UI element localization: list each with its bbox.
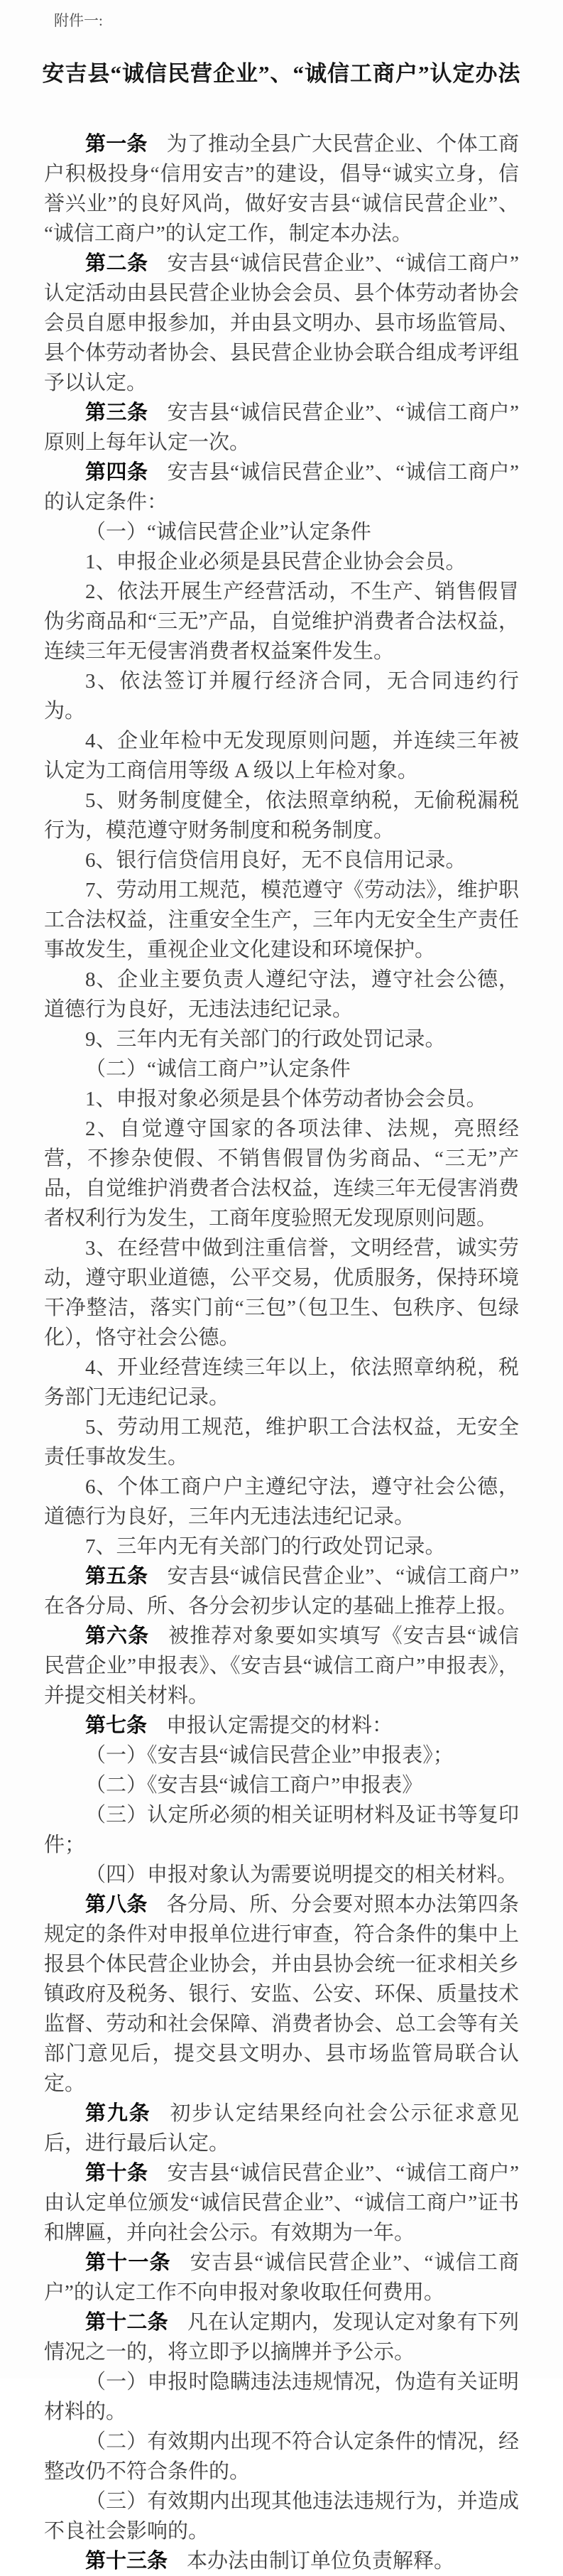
paragraph [44,2546,519,2576]
paragraph [44,1741,519,1770]
article-number: 第十条 [85,2162,148,2185]
article-number: 第四条 [85,461,148,484]
paragraph-text: （二）有效期内出现不符合认定条件的情况，经整改仍不符合条件的。 [44,2430,519,2483]
article-number: 第十一条 [85,2251,171,2274]
article-number: 第十二条 [85,2311,168,2334]
paragraph-text: 凡在认定期内，发现认定对象有下列情况之一的，将立即予以摘牌并予公示。 [44,2311,519,2364]
paragraph-text: （一）《安吉县“诚信民营企业”申报表》； [85,1744,454,1767]
paragraph [44,786,519,845]
paragraph [44,458,519,517]
paragraph [44,1800,519,1860]
paragraph-text: 初步认定结果经向社会公示征求意见后，进行最后认定。 [44,2102,519,2155]
paragraph [44,249,519,398]
paragraph-text: 2、自觉遵守国家的各项法律、法规，亮照经营，不掺杂使假、不销售假冒伪劣商品、“三无”产品，自觉维护消费者合法权益，连续三年无侵害消费者权利行为发生，工商年度验照无发现原则问题。 [44,1117,519,1230]
page-title: 安吉县“诚信民营企业”、“诚信工商户”认定办法 [42,61,521,86]
paragraph-text: （二）《安吉县“诚信工商户”申报表》 [85,1774,423,1797]
paragraph [44,2099,519,2158]
article-number: 第八条 [85,1893,148,1916]
paragraph-text: 安吉县“诚信民营企业”、“诚信工商户”的认定工作不向申报对象收取任何费用。 [44,2251,519,2304]
paragraph [44,398,519,458]
paragraph [44,965,519,1024]
paragraph-text: 2、依法开展生产经营活动，不生产、销售假冒伪劣商品和“三无”产品，自觉维护消费者合法权益，连续三年无侵害消费者权益案件发生。 [44,580,519,663]
paragraph [44,1353,519,1412]
paragraph [44,1024,519,1054]
paragraph-text: 6、银行信贷信用良好，无不良信用记录。 [85,849,466,872]
paragraph-text: 6、个体工商户户主遵纪守法，遵守社会公德，道德行为良好，三年内无违法违纪记录。 [44,1476,519,1528]
paragraph [44,2427,519,2486]
paragraph [44,1114,519,1233]
article-number: 第三条 [85,401,148,424]
paragraph [44,1770,519,1800]
paragraph [44,2367,519,2427]
paragraph-text: 本办法由制订单位负责解释。 [187,2550,455,2572]
paragraph [44,129,519,249]
paragraph-text: 被推荐对象要如实填写《安吉县“诚信民营企业”申报表》、《安吉县“诚信工商户”申报表》，并提交相关材料。 [44,1625,519,1707]
paragraph-text: 4、企业年检中无发现原则问题，并连续三年被认定为工商信用等级 A 级以上年检对象。 [44,730,519,782]
paragraph-text: 9、三年内无有关部门的行政处罚记录。 [85,1028,446,1051]
paragraph-text: 安吉县“诚信民营企业”、“诚信工商户”的认定条件： [44,461,519,514]
article-number: 第一条 [85,133,148,156]
paragraph-text: 3、依法签订并履行经济合同，无合同违约行为。 [44,670,519,723]
article-number: 第五条 [85,1565,148,1588]
article-number: 第十三条 [85,2550,168,2572]
paragraph-text: 5、劳动用工规范，维护职工合法权益，无安全责任事故发生。 [44,1416,519,1468]
paragraph [44,726,519,786]
paragraph [44,517,519,547]
paragraph [44,2307,519,2367]
article-number: 第六条 [85,1625,150,1647]
article-number: 第二条 [85,252,148,275]
paragraph [44,1562,519,1621]
paragraph [44,547,519,577]
paragraph-text: 各分局、所、分会要对照本办法第四条规定的条件对申报单位进行审查，符合条件的集中上报县个体民营企业协会，并由县协会统一征求相关乡镇政府及税务、银行、安监、公安、环保、质量技术监督、劳动和社会保障、消费者协会、总工会等有关部门意见后，提交县文明办、县市场监管局联合认定。 [44,1893,519,2095]
paragraph [44,1860,519,1890]
attachment-label: 附件一: [54,12,103,29]
document-body [0,129,563,2576]
paragraph-text: 安吉县“诚信民营企业”、“诚信工商户”在各分局、所、各分会初步认定的基础上推荐上报。 [44,1565,519,1618]
paragraph [44,666,519,726]
paragraph-text: 4、开业经营连续三年以上，依法照章纳税，税务部门无违纪记录。 [44,1356,519,1409]
paragraph-text: （四）申报对象认为需要说明提交的相关材料。 [85,1863,518,1886]
paragraph-text: 申报认定需提交的材料： [166,1714,393,1737]
paragraph-text: 安吉县“诚信民营企业”、“诚信工商户”由认定单位颁发“诚信民营企业”、“诚信工商户”证书和牌匾，并向社会公示。有效期为一年。 [44,2162,519,2244]
article-number: 第九条 [85,2102,151,2125]
paragraph-text: 1、申报企业必须是县民营企业协会会员。 [85,551,466,573]
paragraph [44,1472,519,1532]
paragraph-text: （一）“诚信民营企业”认定条件 [85,521,371,543]
paragraph [44,1412,519,1472]
paragraph-text: 7、劳动用工规范，模范遵守《劳动法》，维护职工合法权益，注重安全生产，三年内无安全生产责任事故发生，重视企业文化建设和环境保护。 [44,879,519,961]
paragraph [44,875,519,965]
paragraph [44,1711,519,1741]
paragraph [44,1233,519,1353]
paragraph [44,1890,519,2099]
paragraph-text: 5、财务制度健全，依法照章纳税，无偷税漏税行为，模范遵守财务制度和税务制度。 [44,789,519,842]
paragraph-text: （一）申报时隐瞒违法违规情况，伪造有关证明材料的。 [44,2371,519,2423]
paragraph [44,1084,519,1114]
paragraph-text: 安吉县“诚信民营企业”、“诚信工商户”原则上每年认定一次。 [44,401,519,454]
paragraph [44,845,519,875]
paragraph-text: （三）认定所必须的相关证明材料及证书等复印件； [44,1804,519,1856]
paragraph-text: 1、申报对象必须是县个体劳动者协会会员。 [85,1088,487,1110]
paragraph [44,1532,519,1562]
paragraph [44,577,519,666]
paragraph-text: （三）有效期内出现其他违法违规行为，并造成不良社会影响的。 [44,2490,519,2543]
paragraph-text: 为了推动全县广大民营企业、个体工商户积极投身“信用安吉”的建设，倡导“诚实立身，信誉兴业”的良好风尚，做好安吉县“诚信民营企业”、“诚信工商户”的认定工作，制定本办法。 [44,133,519,245]
paragraph [44,2248,519,2307]
paragraph-text: 3、在经营中做到注重信誉，文明经营，诚实劳动，遵守职业道德，公平交易，优质服务，保持环境干净整洁，落实门前“三包”（包卫生、包秩序、包绿化），恪守社会公德。 [44,1237,519,1349]
paragraph [44,2158,519,2248]
paragraph-text: 安吉县“诚信民营企业”、“诚信工商户”认定活动由县民营企业协会会员、县个体劳动者协会会员自愿申报参加，并由县文明办、县市场监管局、县个体劳动者协会、县民营企业协会联合组成考评组予以认定。 [44,252,519,394]
paragraph-text: 7、三年内无有关部门的行政处罚记录。 [85,1535,446,1558]
paragraph-text: （二）“诚信工商户”认定条件 [85,1058,351,1081]
paragraph [44,1621,519,1711]
paragraph [44,1054,519,1084]
paragraph [44,2486,519,2546]
article-number: 第七条 [85,1714,148,1737]
paragraph-text: 8、企业主要负责人遵纪守法，遵守社会公德，道德行为良好，无违法违纪记录。 [44,968,519,1021]
